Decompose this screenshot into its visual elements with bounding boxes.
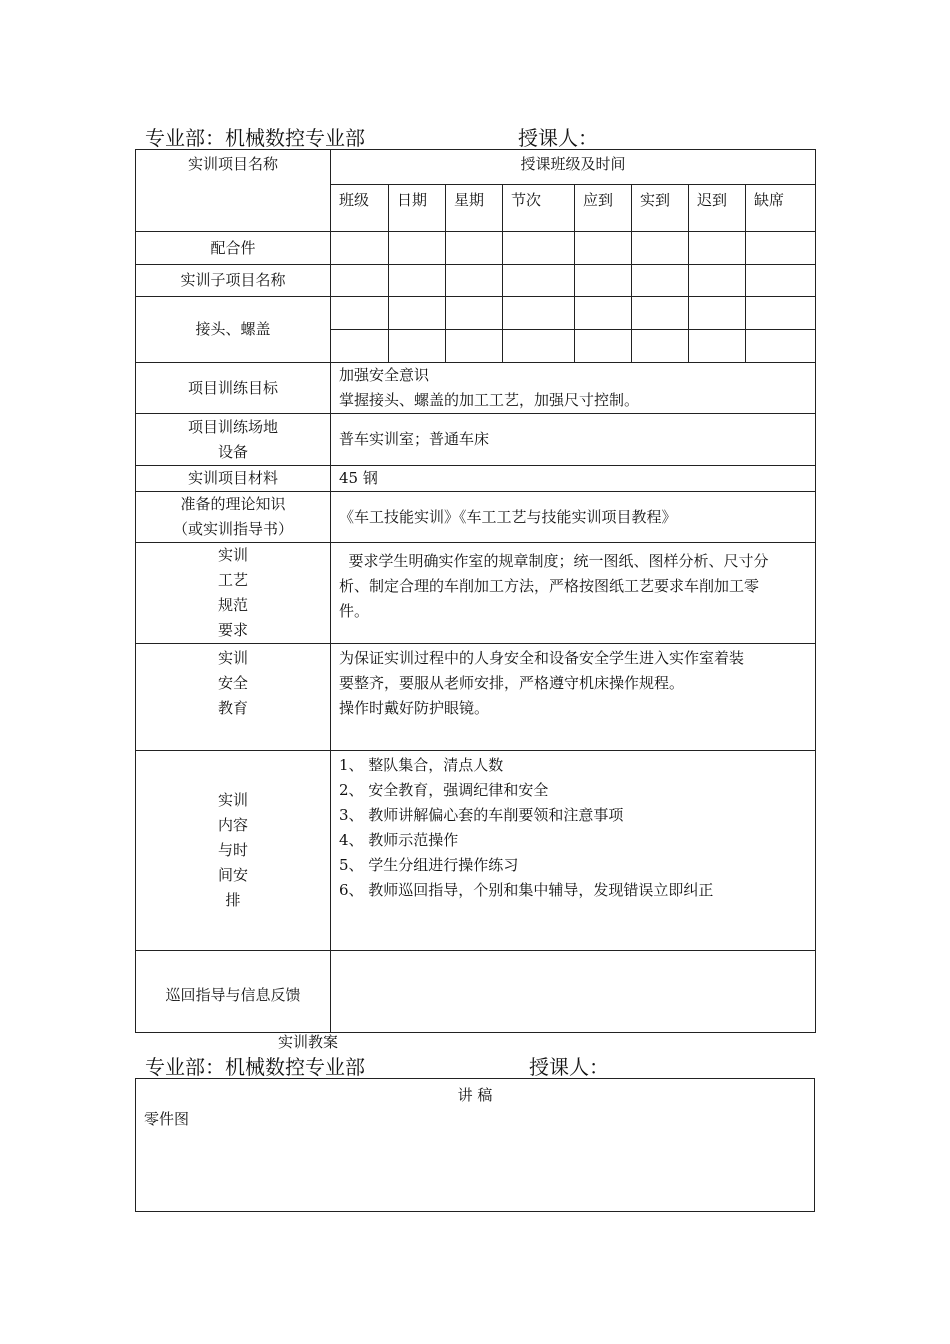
table-cell [446,265,503,297]
material-value: 45 钢 [331,466,816,492]
training-plan-table [135,149,816,1033]
column-header: 缺席 [746,185,816,232]
goal-line: 加强安全意识 [339,366,430,384]
table-cell [746,330,816,363]
schedule-label-line: 与时 [217,841,248,859]
safety-label-line: 教育 [217,699,248,717]
schedule-item: 4、 教师示范操作 [339,831,459,849]
safety-line: 操作时戴好防护眼镜。 [339,699,490,717]
schedule-item: 3、 教师讲解偏心套的车削要领和注意事项 [339,806,624,824]
theory-value: 《车工技能实训》《车工工艺与技能实训项目教程》 [331,492,816,543]
sub-project-value: 接头、螺盖 [136,297,331,363]
table-cell [331,265,389,297]
process-line: 件。 [339,602,370,620]
table-cell [575,330,632,363]
goal-line: 掌握接头、螺盖的加工工艺，加强尺寸控制。 [339,391,640,409]
schedule-item: 6、 教师巡回指导，个别和集中辅导，发现错误立即纠正 [339,881,714,899]
process-label-line: 规范 [217,596,248,614]
table-cell [746,297,816,330]
lecture-notes-title: 讲 稿 [457,1086,493,1104]
table-cell [503,330,575,363]
feedback-label: 巡回指导与信息反馈 [136,951,331,1033]
schedule-item: 5、 学生分组进行操作练习 [339,856,519,874]
table-cell [632,297,689,330]
safety-label [136,644,331,751]
column-header: 实到 [632,185,689,232]
column-header: 星期 [446,185,503,232]
department-label: 专业部：机械数控专业部 [145,126,365,150]
teacher-label: 授课人： [529,1055,609,1079]
column-header: 日期 [389,185,446,232]
teacher-label: 授课人： [518,126,598,150]
table-cell [503,265,575,297]
site-label-line: 设备 [217,442,248,461]
schedule-label-line: 实训 [217,791,248,809]
table-cell [389,232,446,265]
sub-project-label: 实训子项目名称 [136,265,331,297]
lecture-notes-cell [136,1079,815,1212]
goal-content [331,363,816,414]
column-header: 节次 [503,185,575,232]
safety-label-line: 安全 [217,674,248,692]
department-label: 专业部：机械数控专业部 [145,1055,365,1079]
table-cell [503,232,575,265]
table-cell [446,232,503,265]
table-cell [689,330,746,363]
column-header: 迟到 [689,185,746,232]
table-cell [389,297,446,330]
table-cell [575,265,632,297]
process-label-line: 实训 [217,546,248,564]
table-cell [575,297,632,330]
schedule-item: 1、 整队集合，清点人数 [339,756,504,774]
safety-line: 要整齐，要服从老师安排，严格遵守机床操作规程。 [339,674,685,692]
site-label-line: 项目训练场地 [187,417,278,436]
table-cell [389,265,446,297]
table-cell [746,232,816,265]
table-cell [632,265,689,297]
process-label-line: 工艺 [217,571,248,589]
table-cell [632,330,689,363]
process-label [136,543,331,644]
site-label [136,414,331,466]
theory-label [136,492,331,543]
table-cell [331,297,389,330]
process-line: 析、制定合理的车削加工方法，严格按图纸工艺要求车削加工零 [339,577,760,595]
lecture-notes-table [135,1078,815,1212]
teaching-plan-caption: 实训教案 [278,1033,339,1051]
goal-label: 项目训练目标 [136,363,331,414]
table-cell [689,297,746,330]
table-cell [389,330,446,363]
material-label: 实训项目材料 [136,466,331,492]
table-cell [446,330,503,363]
table-cell [446,297,503,330]
schedule-label-line: 排 [225,891,241,909]
table-cell [575,232,632,265]
safety-line: 为保证实训过程中的人身安全和设备安全学生进入实作室着装 [339,649,745,667]
class-time-label: 授课班级及时间 [331,150,816,185]
theory-label-line: 准备的理论知识 [180,495,286,513]
table-cell [689,265,746,297]
safety-label-line: 实训 [217,649,248,667]
part-drawing-label: 零件图 [144,1110,190,1128]
column-header: 班级 [331,185,389,232]
schedule-item: 2、 安全教育，强调纪律和安全 [339,781,549,799]
project-name-label: 实训项目名称 [136,150,331,232]
safety-content [331,644,816,751]
fitting-label: 配合件 [136,232,331,265]
schedule-label [136,751,331,951]
table-cell [331,330,389,363]
process-line: 要求学生明确实作室的规章制度；统一图纸、图样分析、尺寸分 [339,552,769,570]
site-value: 普车实训室；普通车床 [331,414,816,466]
schedule-label-line: 内容 [217,816,248,834]
table-cell [503,297,575,330]
column-header: 应到 [575,185,632,232]
schedule-content [331,751,816,951]
process-content [331,543,816,644]
table-cell [632,232,689,265]
theory-label-line: （或实训指导书） [172,520,293,538]
process-label-line: 要求 [217,621,248,639]
schedule-label-line: 间安 [217,866,248,884]
table-cell [331,232,389,265]
feedback-content [331,951,816,1033]
table-cell [746,265,816,297]
table-cell [689,232,746,265]
